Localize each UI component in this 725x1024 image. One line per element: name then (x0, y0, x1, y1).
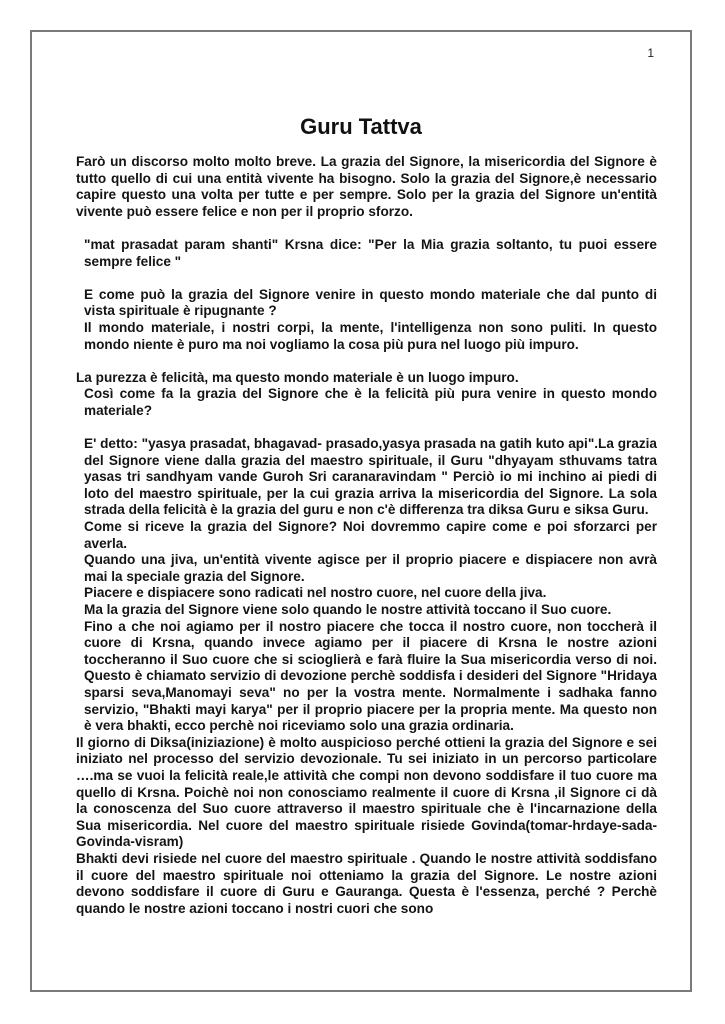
paragraph: Il giorno di Diksa(iniziazione) è molto auspicioso perché ottieni la grazia del Signore e sei iniziato nel processo del servizio devozionale. Tu sei iniziato in un percorso particolare ….ma se vuoi la felicità reale,le attività che compi non devono soddisfare il tuo cuore ma quello di Krsna. Poichè noi non conosciamo realmente il cuore di Krsna ,il Signore ci dà la conoscenza del Suo cuore attraverso il maestro spirituale che è l'incarnazione della Sua misericordia. Nel cuore del maestro spirituale risiede Govinda(tomar-hrdaye-sada-Govinda-visram) (76, 734, 657, 850)
document-body (76, 154, 657, 917)
paragraph: La purezza è felicità, ma questo mondo materiale è un luogo impuro. (76, 369, 519, 385)
paragraph: Fino a che noi agiamo per il nostro piacere che tocca il nostro cuore, non toccherà il cuore di Krsna, quando invece agiamo per il piacere di Krsna le nostre azioni toccheranno il Suo cuore che si scioglierà e farà fluire la Sua misericordia verso di noi. Questo è chiamato servizio di devozione perchè soddisfa i desideri del Signore "Hridaya sparsi seva,Manomayi seva" no per la vostra mente. Normalmente i sadhaka fanno servizio, "Bhakti mayi karya" per il proprio piacere per la propria mente. Ma questo non è vera bhakti, ecco perchè noi riceviamo solo una grazia ordinaria. (84, 618, 657, 734)
paragraph: Ma la grazia del Signore viene solo quando le nostre attività toccano il Suo cuore. (84, 602, 612, 618)
paragraph: "mat prasadat param shanti" Krsna dice: "Per la Mia grazia soltanto, tu puoi essere sempre felice " (84, 236, 657, 269)
paragraph: Così come fa la grazia del Signore che è la felicità più pura venire in questo mondo materiale? (84, 386, 657, 418)
paragraph: Piacere e dispiacere sono radicati nel nostro cuore, nel cuore della jiva. (84, 585, 547, 601)
page-frame (30, 30, 692, 992)
paragraph: Bhakti devi risiede nel cuore del maestro spirituale . Quando le nostre attività soddisfano il cuore del maestro spirituale noi otteniamo la grazia del Signore. Le nostre azioni devono soddisfare il cuore di Guru e Gauranga. Questa è l'essenza, perché ? Perchè quando le nostre azioni toccano i nostri cuori che sono (76, 850, 657, 916)
document-title: Guru Tattva (300, 114, 422, 139)
paragraph: Farò un discorso molto molto breve. La grazia del Signore, la misericordia del Signore è tutto quello di cui una entità vivente ha bisogno. Solo la grazia del Signore,è necessario capire questo una volta per tutte e per sempre. Solo per la grazia del Signore un'entità vivente può essere felice e non per il proprio sforzo. (76, 154, 657, 219)
paragraph: Quando una jiva, un'entità vivente agisce per il proprio piacere e dispiacere non avrà mai la speciale grazia del Signore. (84, 552, 657, 584)
paragraph: Il mondo materiale, i nostri corpi, la mente, l'intelligenza non sono puliti. In questo mondo niente è puro ma noi vogliamo la cosa più pura nel luogo più impuro. (84, 319, 657, 352)
paragraph: E come può la grazia del Signore venire in questo mondo materiale che dal punto di vista spirituale è ripugnante ? (84, 286, 657, 319)
page-number: 1 (647, 46, 654, 60)
paragraph: Come si riceve la grazia del Signore? Noi dovremmo capire come e poi sforzarci per averla. (84, 519, 657, 551)
paragraph: E' detto: "yasya prasadat, bhagavad- prasado,yasya prasada na gatih kuto api".La grazia del Signore viene dalla grazia del maestro spirituale, il Guru "dhyayam sthuvams tatra yasas tri sandhyam vande Guroh Sri caranaravindam " Perciò io mi inchino ai piedi di loto del maestro spirituale, per la cui grazia arriva la misericordia del Signore. La sola strada della felicità è la grazia del guru e non c'è differenza tra diksa Guru e siksa Guru. (84, 436, 657, 518)
